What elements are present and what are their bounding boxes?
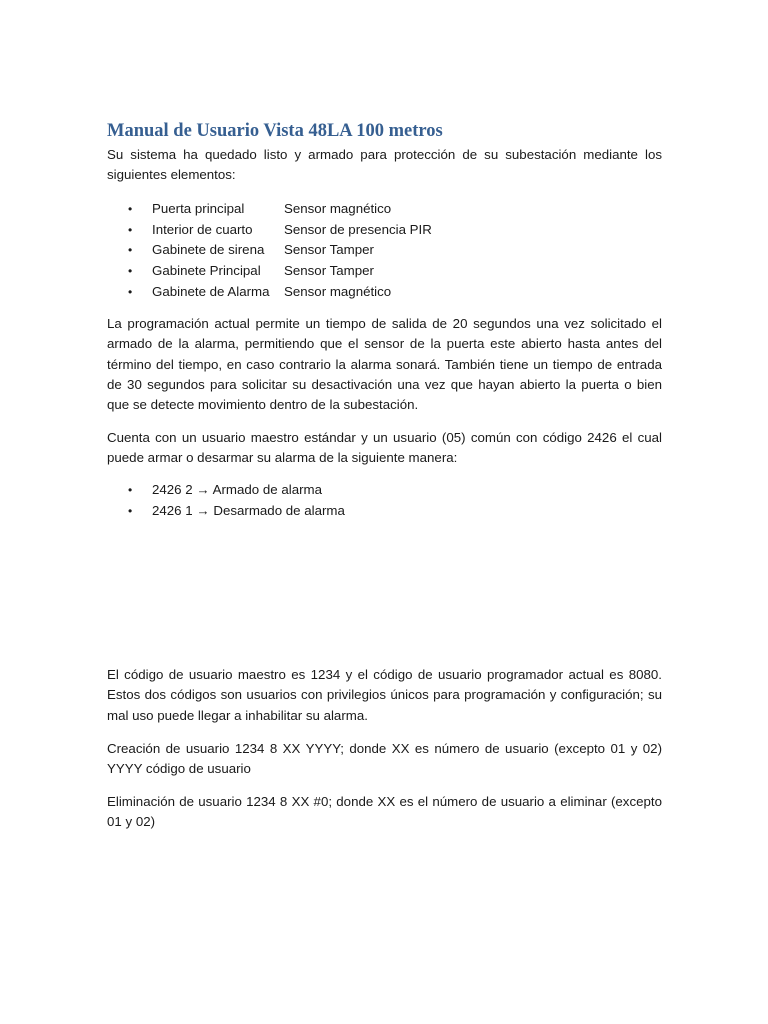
bullet-icon: • [128, 264, 133, 279]
element-name: Puerta principal [152, 201, 245, 216]
element-name: Gabinete de sirena [152, 242, 265, 258]
bullet-icon: • [128, 503, 133, 518]
bullet-icon: • [128, 284, 133, 299]
element-sensor: Sensor de presencia PIR [284, 221, 432, 237]
create-user-paragraph: Creación de usuario 1234 8 XX YYYY; donde XX es número de usuario (excepto 01 y 02) YYYY código de usuario [107, 741, 662, 777]
element-name: Interior de cuarto [152, 221, 253, 237]
users-paragraph: Cuenta con un usuario maestro estándar y un usuario (05) común con código 2426 el cual puede armar o desarmar su alarma de la siguiente manera: [107, 430, 662, 466]
element-name: Gabinete Principal [152, 263, 261, 279]
element-name: Gabinete de Alarma [152, 283, 270, 299]
element-sensor: Sensor magnético [284, 283, 392, 299]
bullet-icon: • [128, 222, 133, 237]
intro-paragraph: Su sistema ha quedado listo y armado para protección de su subestación mediante los siguientes elementos: [107, 147, 662, 183]
command-text: 2426 2 → Armado de alarma [152, 482, 323, 497]
bullet-icon: • [128, 243, 133, 258]
element-sensor: Sensor Tamper [284, 242, 374, 258]
element-sensor: Sensor magnético [284, 201, 392, 216]
bullet-icon: • [128, 202, 133, 216]
master-code-paragraph: El código de usuario maestro es 1234 y el código de usuario programador actual es 8080. Estos dos códigos son usuarios con privilegios únicos para programación y configuración; su mal uso puede llegar a inhabilitar su alarma. [107, 667, 662, 723]
programming-paragraph: La programación actual permite un tiempo de salida de 20 segundos una vez solicitado el armado de la alarma, permitiendo que el sensor de la puerta este abierto hasta antes del término del tiempo, en caso contrario la alarma sonará. También tiene un tiempo de entrada de 30 segundos para solicitar su desactivación una vez que hayan abierto la puerta o bien que se detecte movimiento dentro de la subestación. [107, 316, 662, 413]
bullet-icon: • [128, 483, 133, 497]
element-sensor: Sensor Tamper [284, 263, 374, 279]
delete-user-paragraph: Eliminación de usuario 1234 8 XX #0; donde XX es el número de usuario a eliminar (excepto 01 y 02) [107, 794, 662, 830]
document-title: Manual de Usuario Vista 48LA 100 metros [107, 121, 443, 141]
command-text: 2426 1 → Desarmado de alarma [152, 502, 345, 518]
